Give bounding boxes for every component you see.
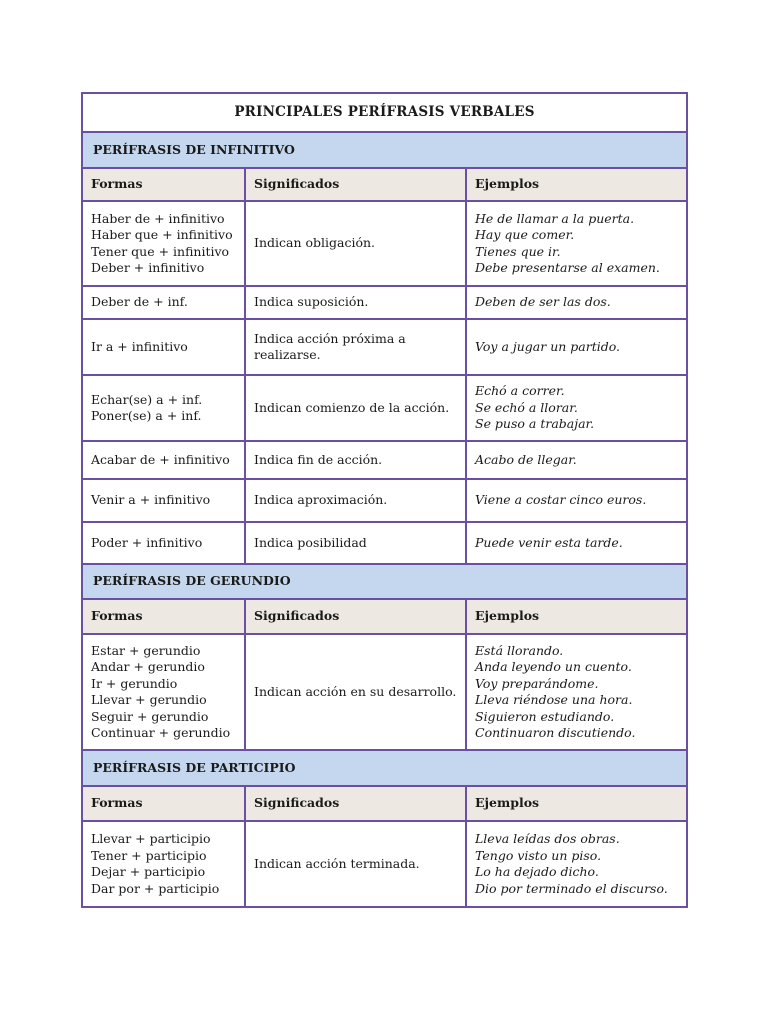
- table-row: [83, 522, 686, 564]
- significado-line: Indican comienzo de la acción.: [254, 399, 450, 415]
- formas-cell: [83, 634, 245, 750]
- title-row: [83, 94, 686, 132]
- forma-line: Continuar + gerundio: [91, 725, 231, 740]
- forma-line: Poder + infinitivo: [91, 534, 203, 550]
- forma-line: Estar + gerundio: [91, 642, 201, 658]
- significado-line: Indica suposición.: [254, 294, 369, 310]
- ejemplo-line: Lleva leídas dos obras.: [475, 831, 620, 846]
- significado-cell: [245, 634, 466, 750]
- significado-line: Indican acción terminada.: [254, 855, 420, 871]
- significado-cell: [245, 479, 466, 522]
- forma-line: Dejar + participio: [91, 864, 206, 879]
- ejemplo-line: Lo ha dejado dicho.: [475, 864, 599, 879]
- formas-cell: [83, 821, 245, 906]
- column-header-row: [83, 168, 686, 201]
- significado-line: Indica fin de acción.: [254, 451, 383, 467]
- significado-line: Indica aproximación.: [254, 492, 388, 508]
- section-header-row: [83, 564, 686, 599]
- column-header-significados: Significados: [245, 786, 466, 821]
- formas-cell: [83, 201, 245, 286]
- ejemplo-line: Debe presentarse al examen.: [475, 260, 660, 275]
- table-row: [83, 201, 686, 286]
- column-header-formas: Formas: [83, 599, 245, 634]
- formas-cell: [83, 375, 245, 441]
- ejemplo-line: Voy preparándome.: [475, 675, 599, 691]
- forma-line: Deber + infinitivo: [91, 260, 205, 275]
- forma-line: Ir + gerundio: [91, 675, 178, 691]
- forma-line: Venir a + infinitivo: [91, 492, 211, 508]
- ejemplo-line: Anda leyendo un cuento.: [475, 659, 632, 674]
- ejemplo-line: Se puso a trabajar.: [475, 416, 595, 432]
- table-row: [83, 375, 686, 441]
- formas-cell: [83, 479, 245, 522]
- column-header-row: [83, 786, 686, 821]
- formas-cell: [83, 522, 245, 564]
- forma-line: Haber de + infinitivo: [91, 210, 225, 226]
- column-header-ejemplos: Ejemplos: [466, 599, 686, 634]
- ejemplos-cell: [466, 375, 686, 441]
- forma-line: Llevar + gerundio: [91, 692, 207, 707]
- ejemplo-line: Lleva riéndose una hora.: [475, 692, 633, 707]
- ejemplos-cell: [466, 522, 686, 564]
- table-row: [83, 319, 686, 375]
- significado-line: realizarse.: [254, 347, 321, 362]
- table-row: [83, 479, 686, 522]
- ejemplo-line: Acabo de llegar.: [475, 451, 577, 467]
- forma-line: Tener + participio: [91, 847, 207, 863]
- forma-line: Llevar + participio: [91, 831, 211, 846]
- table-row: [83, 441, 686, 479]
- significado-cell: [245, 286, 466, 319]
- significado-line: Indican obligación.: [254, 235, 375, 251]
- significado-line: Indican acción en su desarrollo.: [254, 683, 457, 699]
- forma-line: Deber de + inf.: [91, 294, 188, 310]
- section-heading: PERÍFRASIS DE GERUNDIO: [83, 564, 686, 599]
- ejemplos-cell: [466, 634, 686, 750]
- forma-line: Seguir + gerundio: [91, 708, 209, 724]
- ejemplo-line: Hay que comer.: [475, 227, 575, 242]
- column-header-ejemplos: Ejemplos: [466, 786, 686, 821]
- section-heading: PERÍFRASIS DE PARTICIPIO: [83, 750, 686, 786]
- ejemplo-line: Voy a jugar un partido.: [475, 338, 621, 354]
- section-heading: PERÍFRASIS DE INFINITIVO: [83, 132, 686, 168]
- ejemplo-line: Está llorando.: [475, 642, 564, 658]
- ejemplo-line: Deben de ser las dos.: [475, 294, 611, 310]
- ejemplo-line: Se echó a llorar.: [475, 399, 578, 415]
- significado-cell: [245, 821, 466, 906]
- significado-cell: [245, 319, 466, 375]
- periphrasis-grid: [83, 94, 686, 906]
- ejemplos-cell: [466, 286, 686, 319]
- ejemplos-cell: [466, 201, 686, 286]
- significado-cell: [245, 375, 466, 441]
- forma-line: Ir a + infinitivo: [91, 338, 188, 354]
- ejemplo-line: Tienes que ir.: [475, 243, 561, 259]
- formas-cell: [83, 441, 245, 479]
- table-row: [83, 821, 686, 906]
- ejemplo-line: He de llamar a la puerta.: [475, 210, 635, 226]
- forma-line: Haber que + infinitivo: [91, 227, 233, 242]
- ejemplo-line: Siguieron estudiando.: [475, 708, 615, 724]
- ejemplo-line: Dio por terminado el discurso.: [475, 880, 668, 896]
- column-header-significados: Significados: [245, 599, 466, 634]
- forma-line: Tener que + infinitivo: [91, 243, 230, 259]
- column-header-ejemplos: Ejemplos: [466, 168, 686, 201]
- significado-cell: [245, 201, 466, 286]
- significado-cell: [245, 441, 466, 479]
- significado-line: Indica acción próxima a: [254, 330, 406, 346]
- formas-cell: [83, 319, 245, 375]
- table-row: [83, 286, 686, 319]
- significado-cell: [245, 522, 466, 564]
- table-row: [83, 634, 686, 750]
- table-title: PRINCIPALES PERÍFRASIS VERBALES: [83, 94, 686, 132]
- forma-line: Dar por + participio: [91, 880, 220, 896]
- forma-line: Poner(se) a + inf.: [91, 408, 202, 423]
- forma-line: Acabar de + infinitivo: [91, 451, 230, 467]
- ejemplo-line: Echó a correr.: [475, 383, 565, 399]
- column-header-row: [83, 599, 686, 634]
- ejemplo-line: Viene a costar cinco euros.: [475, 492, 647, 508]
- section-header-row: [83, 132, 686, 168]
- ejemplos-cell: [466, 821, 686, 906]
- ejemplo-line: Puede venir esta tarde.: [475, 534, 623, 550]
- formas-cell: [83, 286, 245, 319]
- column-header-formas: Formas: [83, 168, 245, 201]
- forma-line: Andar + gerundio: [91, 659, 205, 674]
- column-header-significados: Significados: [245, 168, 466, 201]
- section-header-row: [83, 750, 686, 786]
- ejemplos-cell: [466, 319, 686, 375]
- forma-line: Echar(se) a + inf.: [91, 391, 203, 407]
- column-header-formas: Formas: [83, 786, 245, 821]
- ejemplo-line: Tengo visto un piso.: [475, 847, 602, 863]
- ejemplo-line: Continuaron discutiendo.: [475, 725, 636, 740]
- significado-line: Indica posibilidad: [254, 534, 367, 550]
- ejemplos-cell: [466, 479, 686, 522]
- ejemplos-cell: [466, 441, 686, 479]
- verb-periphrasis-table: [81, 92, 688, 908]
